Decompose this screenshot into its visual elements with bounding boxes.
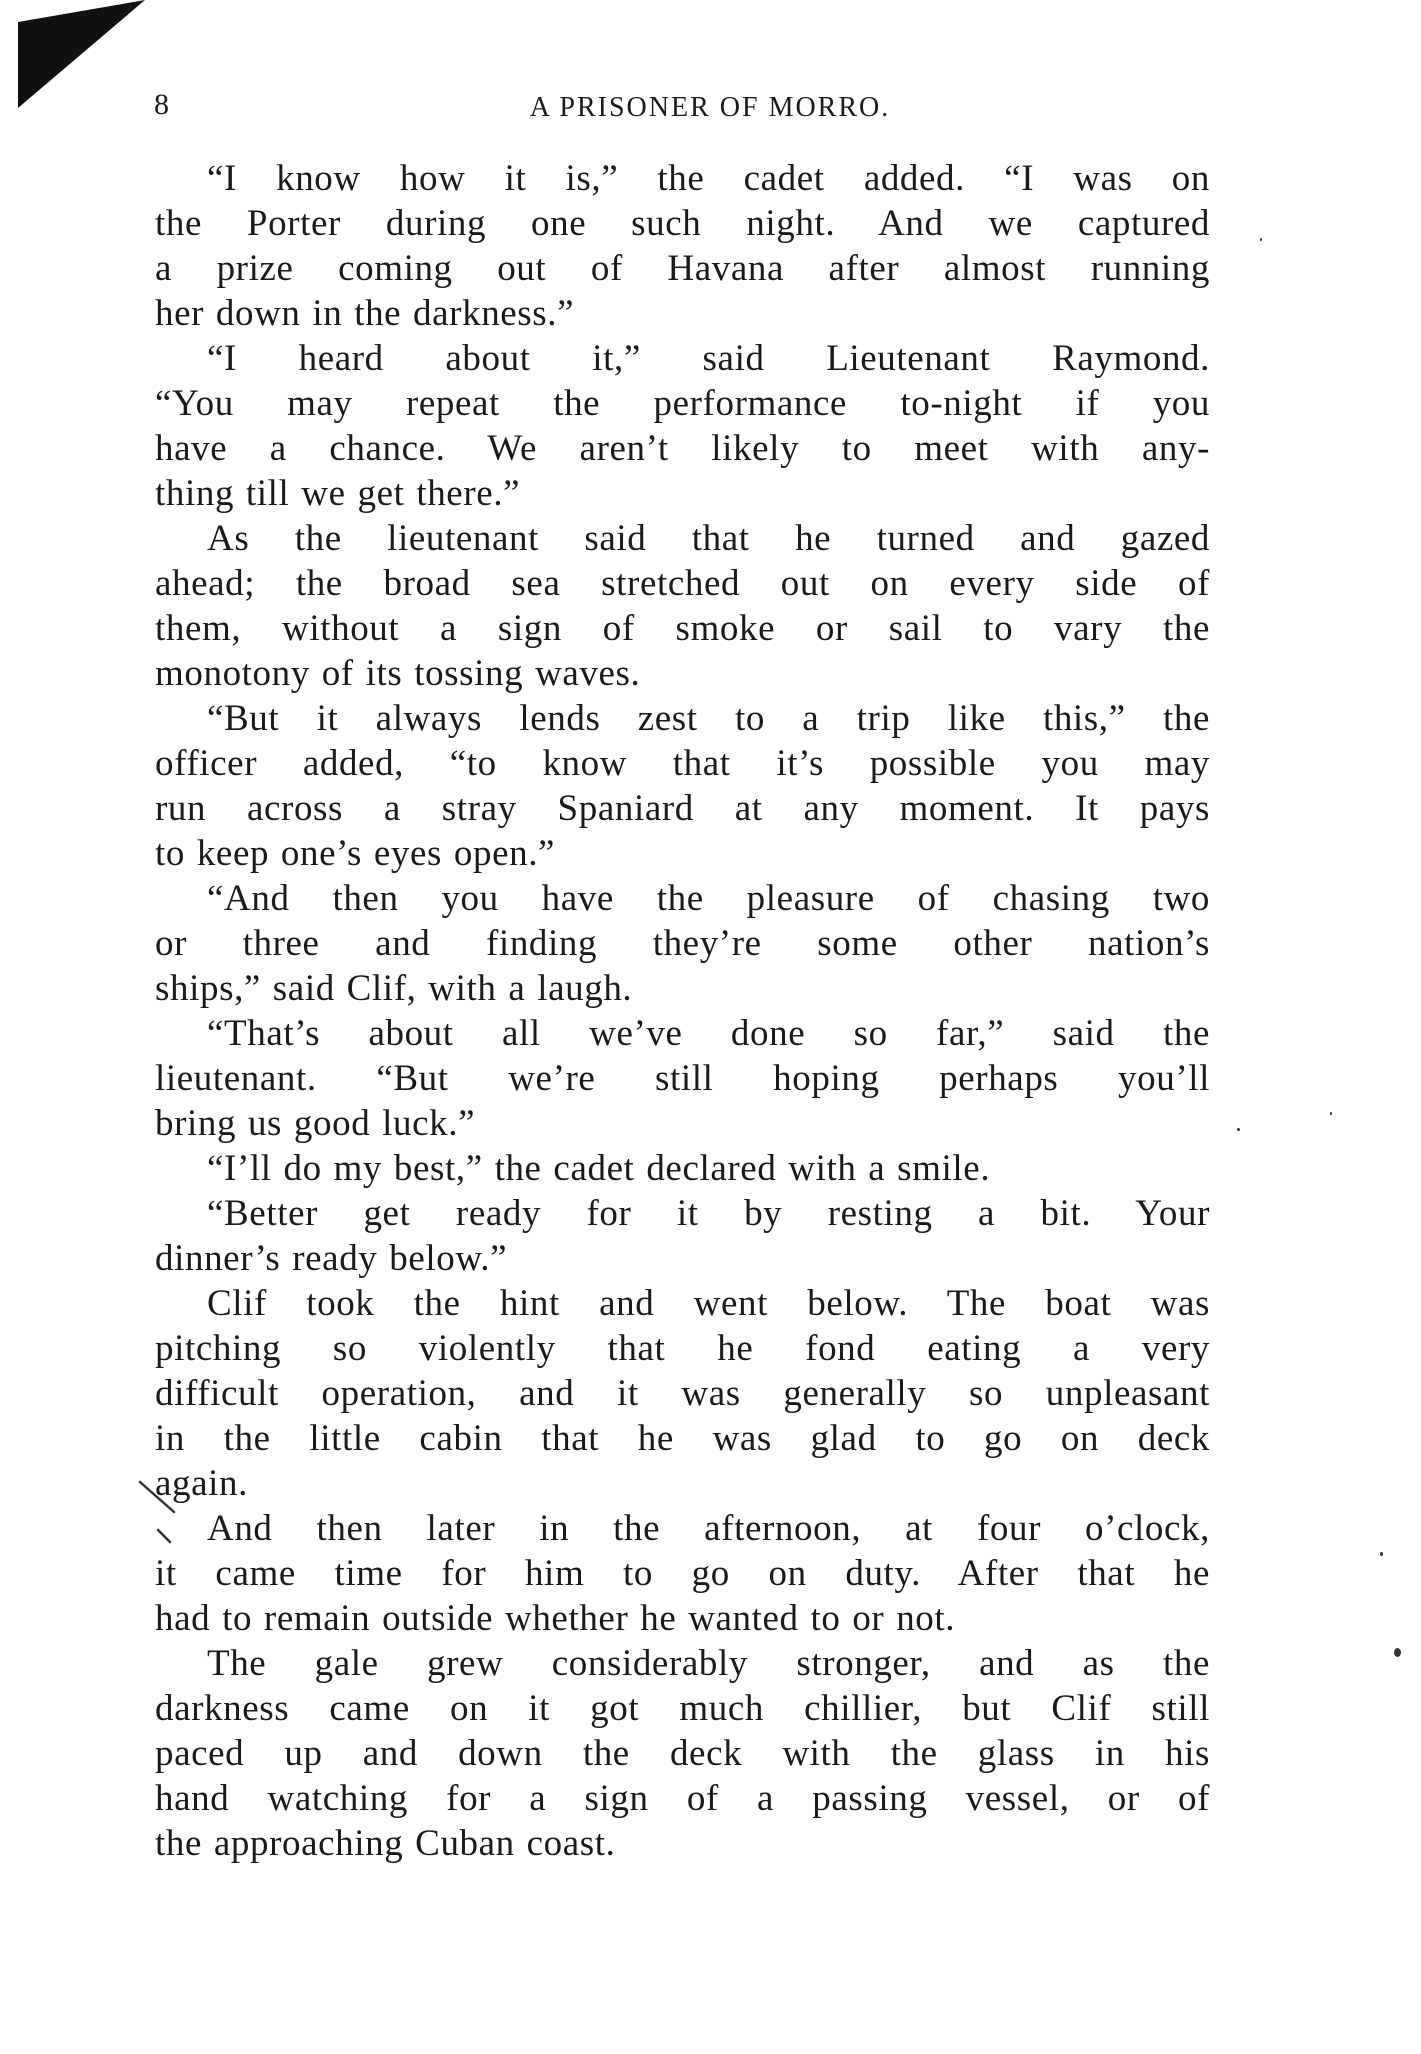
text-line: had to remain outside whether he wanted to or not. <box>155 1598 956 1639</box>
text-line: “I heard about it,” said Lieutenant Raymond. <box>207 338 1210 379</box>
text-line: to keep one’s eyes open.” <box>155 833 556 874</box>
ink-speck <box>1330 1112 1332 1115</box>
text-line: “Better get ready for it by resting a bit. Your <box>207 1193 1210 1234</box>
body-text <box>155 156 1210 1866</box>
text-line: run across a stray Spaniard at any moment. It pays <box>155 788 1210 829</box>
text-line: “That’s about all we’ve done so far,” said the <box>207 1013 1210 1054</box>
text-line: in the little cabin that he was glad to go on deck <box>155 1418 1210 1459</box>
paragraph <box>155 336 1210 516</box>
text-line: the Porter during one such night. And we captured <box>155 203 1210 244</box>
text-line: it came time for him to go on duty. After that he <box>155 1553 1210 1594</box>
text-line: again. <box>155 1463 248 1504</box>
paragraph <box>155 1281 1210 1506</box>
text-line: darkness came on it got much chillier, but Clif still <box>155 1688 1210 1729</box>
text-line: difficult operation, and it was generally so unpleasant <box>155 1373 1210 1414</box>
text-line: or three and finding they’re some other nation’s <box>155 923 1210 964</box>
text-line: have a chance. We aren’t likely to meet with any- <box>155 428 1210 469</box>
text-line: ahead; the broad sea stretched out on every side of <box>155 563 1210 604</box>
ink-speck <box>1394 1648 1401 1657</box>
corner-fold-mark <box>0 0 150 110</box>
paragraph <box>155 696 1210 876</box>
text-line: bring us good luck.” <box>155 1103 476 1144</box>
text-line: thing till we get there.” <box>155 473 521 514</box>
paragraph <box>155 1506 1210 1641</box>
text-line: ships,” said Clif, with a laugh. <box>155 968 633 1009</box>
text-line: Clif took the hint and went below. The boat was <box>207 1283 1210 1324</box>
paragraph <box>155 1146 1210 1191</box>
text-line: a prize coming out of Havana after almost running <box>155 248 1210 289</box>
running-title: A PRISONER OF MORRO. <box>529 92 891 123</box>
text-line: “I’ll do my best,” the cadet declared with a smile. <box>207 1148 991 1189</box>
text-line: paced up and down the deck with the glass in his <box>155 1733 1210 1774</box>
paragraph <box>155 1191 1210 1281</box>
paragraph <box>155 156 1210 336</box>
paragraph <box>155 876 1210 1011</box>
paragraph <box>155 1011 1210 1146</box>
running-head <box>150 88 1210 128</box>
text-line: dinner’s ready below.” <box>155 1238 508 1279</box>
text-line: “And then you have the pleasure of chasing two <box>207 878 1210 919</box>
text-line: her down in the darkness.” <box>155 293 575 334</box>
text-line: lieutenant. “But we’re still hoping perhaps you’ll <box>155 1058 1210 1099</box>
text-line: officer added, “to know that it’s possible you may <box>155 743 1210 784</box>
text-line: them, without a sign of smoke or sail to vary the <box>155 608 1210 649</box>
page-number: 8 <box>154 88 170 121</box>
text-line: hand watching for a sign of a passing vessel, or of <box>155 1778 1210 1819</box>
pencil-mark <box>136 1478 186 1548</box>
text-line: As the lieutenant said that he turned and gazed <box>207 518 1210 559</box>
paragraph <box>155 516 1210 696</box>
text-line: “I know how it is,” the cadet added. “I was on <box>207 158 1210 199</box>
text-line: And then later in the afternoon, at four o’clock, <box>207 1508 1210 1549</box>
text-line: “But it always lends zest to a trip like this,” the <box>207 698 1210 739</box>
ink-speck <box>1260 238 1262 241</box>
ink-speck <box>1380 1552 1383 1556</box>
text-line: “You may repeat the performance to-night if you <box>155 383 1210 424</box>
ink-speck <box>1237 1128 1240 1131</box>
text-line: monotony of its tossing waves. <box>155 653 641 694</box>
text-line: the approaching Cuban coast. <box>155 1823 616 1864</box>
text-line: The gale grew considerably stronger, and as the <box>207 1643 1210 1684</box>
paragraph <box>155 1641 1210 1866</box>
text-line: pitching so violently that he fond eating a very <box>155 1328 1210 1369</box>
